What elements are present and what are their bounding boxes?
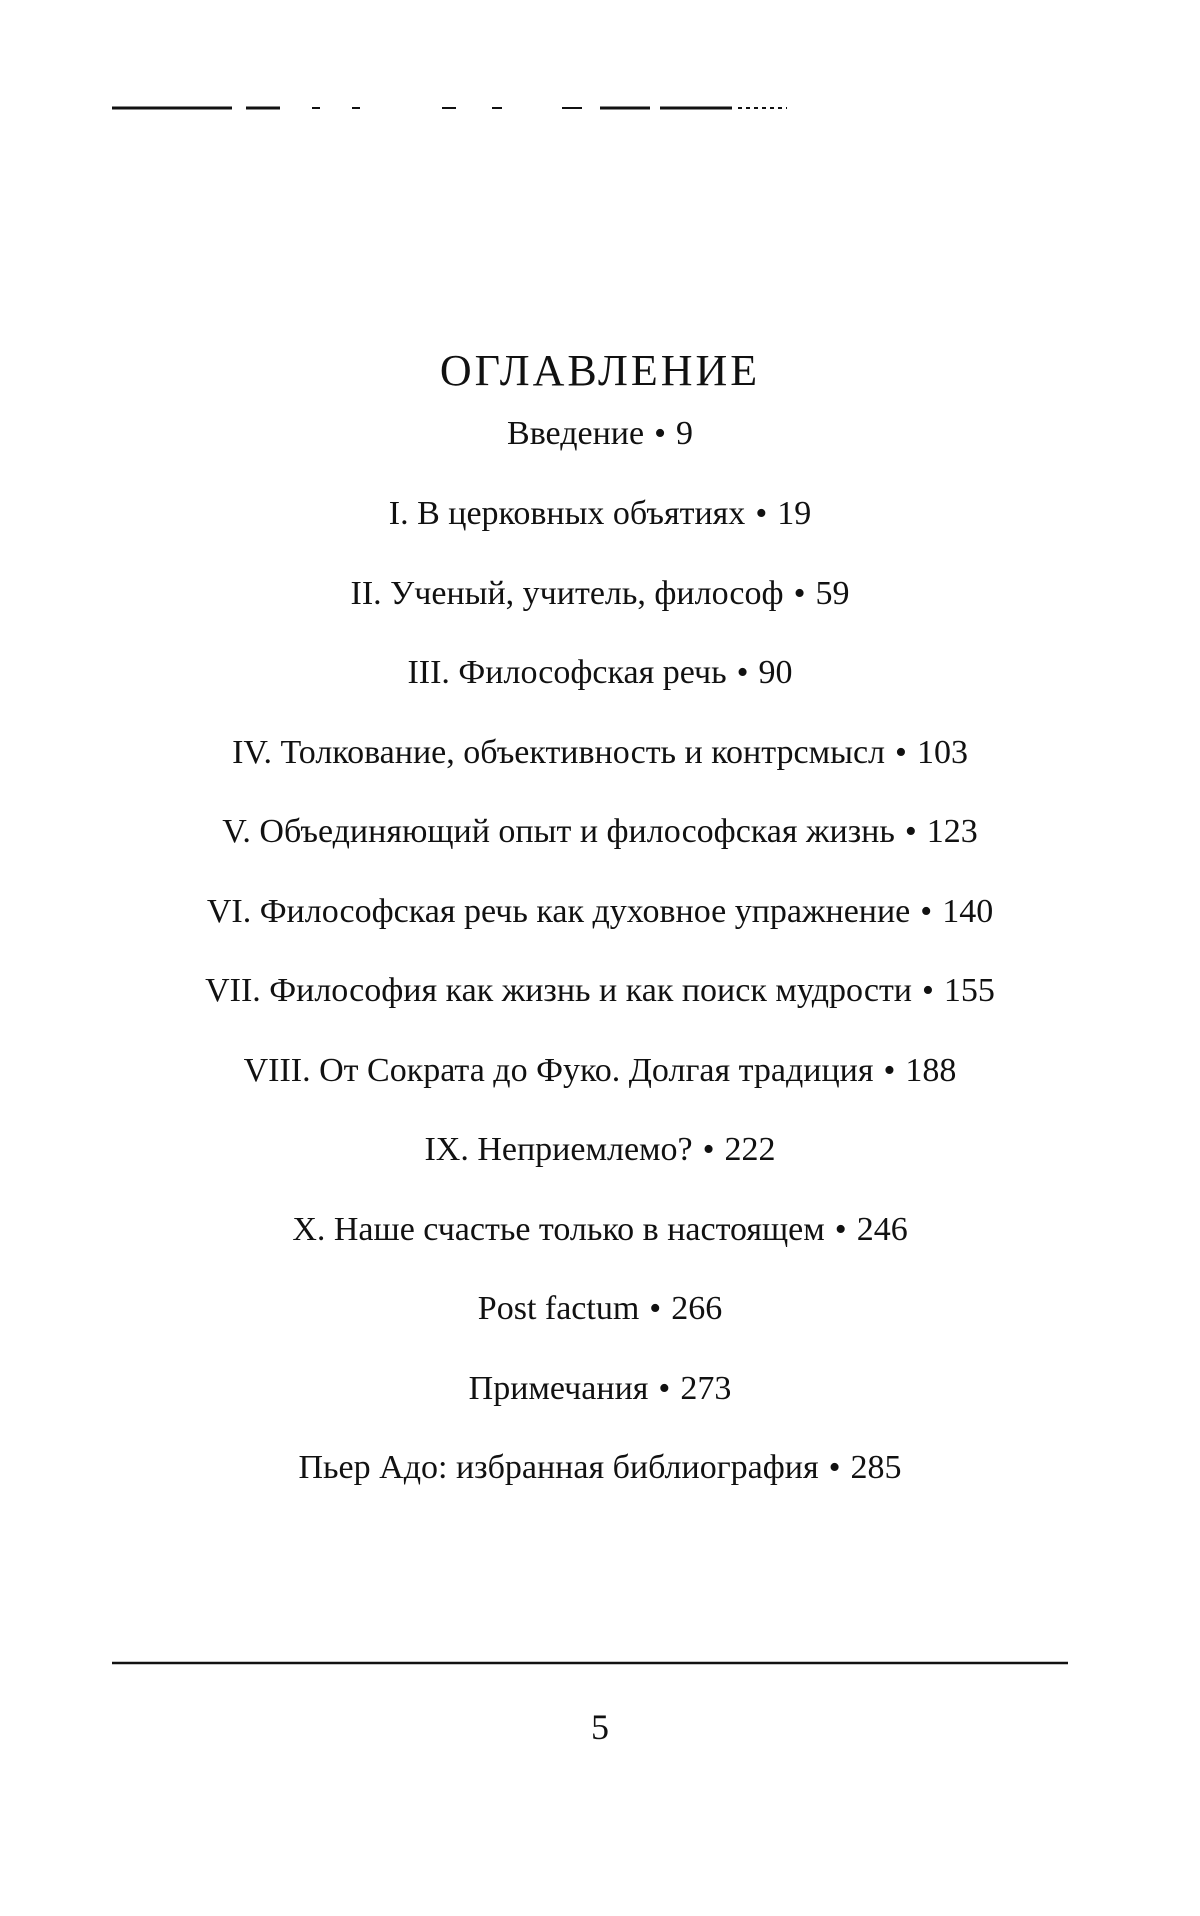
bullet-separator: • (895, 733, 907, 771)
toc-entry-page: 266 (671, 1290, 723, 1327)
toc-entry-page: 188 (905, 1051, 957, 1089)
toc-entry (0, 1110, 1200, 1190)
toc-entry (0, 951, 1200, 1031)
toc-list (0, 402, 1200, 1508)
bottom-rule (112, 1660, 1068, 1666)
toc-entry-label: III. Философская речь (407, 654, 727, 691)
toc-entry (0, 554, 1200, 634)
bullet-separator: • (834, 1210, 847, 1248)
bullet-separator: • (793, 574, 806, 612)
toc-entry-label: V. Объединяющий опыт и философская жизнь (222, 813, 895, 850)
toc-entry (0, 633, 1200, 713)
toc-entry (0, 1349, 1200, 1429)
toc-entry (0, 872, 1200, 952)
toc-entry (0, 792, 1200, 872)
bullet-separator: • (828, 1449, 841, 1486)
toc-entry-page: 246 (856, 1210, 908, 1248)
toc-entry-page: 103 (916, 733, 968, 771)
toc-entry-page: 90 (758, 654, 793, 691)
bullet-separator: • (649, 1290, 662, 1327)
toc-entry-page: 59 (815, 574, 850, 612)
bullet-separator: • (702, 1131, 715, 1168)
toc-entry-label: IV. Толкование, объективность и контрсмысл (232, 733, 886, 771)
bullet-separator: • (755, 495, 768, 532)
toc-entry-page: 9 (675, 415, 693, 452)
toc-entry (0, 1269, 1200, 1349)
bullet-separator: • (736, 654, 749, 691)
toc-entry (0, 474, 1200, 554)
toc-entry (0, 1031, 1200, 1111)
toc-entry (0, 1190, 1200, 1270)
top-rule (112, 104, 787, 114)
toc-entry-label: Post factum (477, 1290, 640, 1327)
toc-entry-label: VII. Философия как жизнь и как поиск мудрости (205, 972, 913, 1009)
page-number: 5 (591, 1707, 609, 1747)
bullet-separator: • (658, 1369, 671, 1407)
toc-title: ОГЛАВЛЕНИЕ (439, 346, 761, 395)
toc-entry-page: 285 (850, 1449, 902, 1486)
bullet-separator: • (654, 415, 666, 452)
bullet-separator: • (883, 1051, 896, 1089)
toc-entry-label: Примечания (468, 1369, 649, 1407)
toc-entry-label: I. В церковных объятиях (388, 495, 746, 532)
toc-entry-label: IX. Неприемлемо? (424, 1131, 693, 1168)
toc-entry-page: 123 (926, 813, 978, 850)
toc-entry-label: VI. Философская речь как духовное упражнение (206, 892, 911, 930)
bullet-separator: • (922, 972, 934, 1009)
toc-entry (0, 1428, 1200, 1508)
table-of-contents (0, 340, 1200, 1508)
toc-entry-page: 222 (724, 1131, 776, 1168)
bullet-separator: • (920, 892, 933, 930)
toc-entry-label: Пьер Адо: избранная библиография (298, 1449, 819, 1486)
bullet-separator: • (904, 813, 917, 850)
toc-entry-label: X. Наше счастье только в настоящем (292, 1210, 825, 1248)
toc-entry-page: 140 (942, 892, 994, 930)
toc-entry-label: Введение (507, 415, 645, 452)
toc-entry (0, 402, 1200, 474)
toc-entry-page: 155 (943, 972, 995, 1009)
toc-entry (0, 713, 1200, 793)
toc-entry-label: II. Ученый, учитель, философ (350, 574, 784, 612)
toc-entry-page: 19 (777, 495, 812, 532)
toc-entry-label: VIII. От Сократа до Фуко. Долгая традиция (243, 1051, 874, 1089)
toc-entry-page: 273 (680, 1369, 732, 1407)
